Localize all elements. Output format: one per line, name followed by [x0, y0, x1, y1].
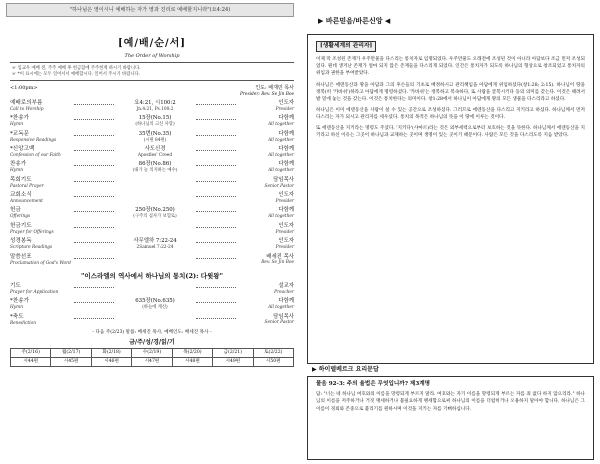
- item-detail: [116, 146, 194, 158]
- leader-dots: [74, 238, 114, 243]
- item-detail-en: Jn.4:21, Ps.100:2: [136, 106, 174, 112]
- leader-dots: [74, 283, 114, 288]
- item-leader: [238, 283, 294, 295]
- item-leader-en: Rev. Se Jin Boe: [261, 260, 294, 266]
- item-leader-en: Senior Pastor: [264, 320, 294, 326]
- bible-reading-cell: 시50편: [253, 357, 293, 366]
- bible-reading-cell: 시44편: [11, 357, 51, 366]
- item-detail-en: 2Samuel 7:22-24: [136, 244, 174, 250]
- item-leader-ko: 다함께: [278, 161, 294, 168]
- leader-dots: [74, 223, 114, 228]
- article-title: [생활세계의 관리자]: [316, 41, 376, 52]
- item-name: [10, 298, 72, 310]
- scripture-banner: "하나님은 영이시니 예배하는 자가 영과 진리로 예배할지니라"(요4:24): [6, 3, 294, 17]
- item-detail: [116, 100, 194, 112]
- order-item: [10, 283, 294, 295]
- bible-reading-table: [10, 348, 294, 366]
- item-name-ko: *찬송가: [10, 115, 30, 122]
- item-name-ko: 예배로의부름: [10, 100, 43, 107]
- item-detail-en: Apostles' Creed: [137, 152, 173, 158]
- item-leader-ko: 인도자: [278, 192, 294, 199]
- leader-dots: [74, 100, 114, 105]
- item-name: [10, 238, 72, 250]
- leader-dots: [196, 177, 236, 182]
- item-leader-ko: 담임목사: [273, 176, 294, 183]
- catechism-header: ▶ 하이델베르크 요리문답: [312, 366, 379, 373]
- leader-dots: [196, 146, 236, 151]
- order-item: [10, 192, 294, 204]
- order-item: [10, 238, 294, 250]
- item-leader-ko: 다함께: [278, 130, 294, 137]
- item-name-ko: *찬송가: [10, 298, 30, 305]
- faith-article: [307, 34, 594, 364]
- catechism-question: 물음 92-3: 주의 율법은 무엇입니까? 제3계명: [316, 381, 431, 387]
- item-leader: [238, 223, 294, 235]
- article-paragraph: 이제 막 조성된 존재가 우주만물을 다스리는 통치자로 임명되었다. 우주만물도 오래전에 조성된 것이 아니라 아담보다 조금 먼저 조성되었다. 뭔데 생겨난 존재가 얼마 되지 않은 존재들을 다스리게 되었다. 인간은 통치자가 되도록 하나님의 형상으로 창조되었고 통치자의 위임과 권한을 부여받았다.: [316, 57, 585, 77]
- item-leader: [238, 238, 294, 250]
- order-item: [10, 146, 294, 158]
- item-name: [10, 223, 72, 235]
- item-name: [10, 100, 72, 112]
- article-paragraph: 또 에덴동산을 지키라는 명령도 주셨다. '지키다'(샤마르)라는 것은 외부세력으로부터 보호하는 것을 뜻한다. 하나님께서 에덴동산을 지키라고 하신 이유는 그곳이 하나님과 교제하는 곳이며 생명이 있는 곳이기 때문이다. 사람은 모든 것을 다스리도록 지음 받았다.: [316, 126, 585, 139]
- bible-day-cell: 주(2/16): [11, 349, 51, 358]
- leader-dots: [74, 131, 114, 136]
- faith-header: ▶ 바른믿음/바른신앙 ◀: [318, 16, 391, 25]
- bible-reading-title: 금/주/성/경/읽/기: [129, 338, 175, 346]
- worship-order: [10, 38, 294, 367]
- item-leader-ko: 설교자: [278, 282, 294, 289]
- article-paragraph: 하나님은 에덴동산과 땅을 아담과 그의 후손들의 기초로 배정하시고 관리책임을 아담에게 위임하셨다(창1:28; 2:15). 하나님이 땅을 정복(히 '카바쉬')하라고 아담에게 명령하셨다. '카바쉬'는 정복하고 복속하다, 또 사람을 굴복시키다 등의 의미를 갖는다. 이것은 때려서 발 밑에 놓는 것을 갖는다. 이것은 통치한다는 의미이다. 창1:28에서 하나님이 아담에게 땅의 모든 생물을 다스리라고 하셨다.: [316, 82, 585, 102]
- item-name-en: Hymn: [10, 305, 24, 311]
- item-leader: [238, 298, 294, 310]
- item-name: [10, 207, 72, 219]
- bible-days-row: [11, 349, 294, 358]
- item-name-en: Scripture Readings: [10, 245, 53, 251]
- item-leader-en: Presider: [275, 229, 294, 235]
- service-time: <1:00pm>: [10, 85, 38, 92]
- item-leader: [238, 254, 294, 266]
- catechism-box: [307, 376, 594, 460]
- item-name-ko: 목회기도: [10, 176, 32, 183]
- bible-day-cell: 화(2/18): [91, 349, 131, 358]
- item-name-ko: *축도: [10, 313, 24, 320]
- leader-dots: [74, 161, 114, 166]
- presider-ko: 인도: 배재민 목사: [255, 85, 294, 92]
- item-detail-ko: 86장(No.86): [138, 161, 172, 168]
- next-week-note: - 다음 주(2/23) 말씀: 배세진 목사, 예배인도: 배세진 목사 -: [92, 330, 212, 336]
- leader-dots: [74, 314, 114, 319]
- item-name-en: Proclamation of God's Word: [10, 260, 71, 266]
- item-leader-en: Presider: [275, 106, 294, 112]
- item-detail: [116, 131, 194, 143]
- leader-dots: [74, 207, 114, 212]
- order-item: [10, 131, 294, 143]
- item-detail: [116, 298, 194, 310]
- item-leader: [238, 161, 294, 173]
- divider: [10, 62, 294, 63]
- leader-dots: [196, 298, 236, 303]
- bible-readings-row: [11, 357, 294, 366]
- leader-dots: [196, 238, 236, 243]
- item-leader: [238, 192, 294, 204]
- item-name-ko: 찬송가: [10, 161, 27, 168]
- order-item: [10, 254, 294, 266]
- item-name-en: Announcement: [10, 199, 43, 205]
- item-leader-en: Presider: [275, 244, 294, 250]
- order-items: [10, 100, 294, 266]
- order-items-after-sermon: [10, 283, 294, 326]
- leader-dots: [196, 131, 236, 136]
- item-name-en: Call to Worship: [10, 107, 44, 113]
- item-name-en: Offerings: [10, 214, 31, 220]
- note-1: ☞ 입교우 예배 전, 주주 예배 후 헌금함에 주주헌계 하시기 바랍니다.: [12, 65, 141, 71]
- item-leader-ko: 인도자: [278, 100, 294, 107]
- item-leader-ko: 인도자: [278, 222, 294, 229]
- order-item: [10, 298, 294, 310]
- leader-dots: [196, 223, 236, 228]
- item-name-ko: 헌금: [10, 207, 21, 214]
- order-item: [10, 115, 294, 127]
- leader-dots: [74, 192, 114, 197]
- item-leader-en: All together: [268, 152, 294, 158]
- service-time-row: [10, 85, 294, 97]
- item-detail: [116, 238, 194, 250]
- item-leader: [238, 100, 294, 112]
- item-detail-en: (시편 84편): [143, 137, 167, 143]
- divider: [10, 80, 294, 81]
- leader-dots: [74, 115, 114, 120]
- leader-dots: [196, 283, 236, 288]
- bible-day-cell: 토(2/22): [253, 349, 293, 358]
- order-item: [10, 100, 294, 112]
- item-name-ko: *교독문: [10, 130, 30, 137]
- leader-dots: [196, 207, 236, 212]
- item-detail-en: (하늘에 계신): [142, 305, 168, 311]
- item-detail-ko: 250장(No.250): [135, 207, 175, 214]
- item-name-en: Hymn: [10, 168, 24, 174]
- leader-dots: [196, 254, 236, 259]
- leader-dots: [196, 161, 236, 166]
- item-name-ko: 기도: [10, 282, 21, 289]
- leader-dots: [196, 192, 236, 197]
- item-leader-en: All together: [268, 168, 294, 174]
- item-name: [10, 131, 72, 143]
- item-leader-ko: 다함께: [278, 207, 294, 214]
- item-leader: [238, 207, 294, 219]
- item-detail-ko: 635장(No.635): [135, 298, 175, 305]
- item-leader-ko: 담임목사: [273, 313, 294, 320]
- item-leader: [238, 314, 294, 326]
- item-detail: [116, 161, 194, 173]
- item-name-ko: *신앙고백: [10, 146, 35, 153]
- item-leader-en: Presider: [275, 198, 294, 204]
- bible-reading-cell: 시48편: [172, 357, 212, 366]
- item-leader-en: All together: [268, 305, 294, 311]
- bible-day-cell: 목(2/20): [172, 349, 212, 358]
- presider-en: Presider: Rev. Se Jin Boe: [239, 91, 294, 97]
- item-detail-ko: 15장(No.15): [138, 115, 172, 122]
- item-name: [10, 115, 72, 127]
- bible-reading-cell: 시49편: [213, 357, 253, 366]
- item-leader-en: Preacher: [274, 289, 294, 295]
- item-detail-ko: 요4:21, 시100:2: [134, 100, 176, 107]
- order-item: [10, 161, 294, 173]
- bible-reading-cell: 시47편: [132, 357, 172, 366]
- worship-notes: [10, 66, 294, 78]
- bible-day-cell: 금(2/21): [213, 349, 253, 358]
- item-name: [10, 314, 72, 326]
- item-name-en: Confession of our Faith: [10, 153, 61, 159]
- item-leader-ko: 배세진 목사: [266, 253, 294, 260]
- item-name-en: Hymn: [10, 122, 24, 128]
- bible-reading-cell: 시45편: [51, 357, 91, 366]
- item-detail-en: (구주의 십자가 보혈로): [133, 214, 177, 220]
- worship-title: [예/배/순/서]: [117, 38, 187, 49]
- item-name: [10, 254, 72, 266]
- item-leader: [238, 177, 294, 189]
- item-name: [10, 177, 72, 189]
- order-item: [10, 207, 294, 219]
- item-detail-ko: 사무엘하 7:22-24: [133, 238, 177, 245]
- article-paragraph: 하나님은 이미 에덴동산을 사람이 살 수 있는 공간으로 조성하셨다. 그러므로 에덴동산을 다스리고 지키라고 하셨다. 하나님께서 먼저 다스리는 자가 되시고 관리자를 세우셨다. 통치의 목적은 하나님의 뜻을 이 땅에 이루는 것이다.: [316, 107, 585, 120]
- leader-dots: [196, 314, 236, 319]
- leader-dots: [196, 100, 236, 105]
- leader-dots: [74, 298, 114, 303]
- item-leader-ko: 다함께: [278, 146, 294, 153]
- item-detail-en: (내가 늘 의지하는 예수): [132, 168, 178, 174]
- leader-dots: [74, 146, 114, 151]
- item-name: [10, 161, 72, 173]
- item-leader-en: All together: [268, 137, 294, 143]
- note-2: ☞ *이 표시에는 모두 일어서서 예배합시다. 일어서 주시기 바랍니다.: [12, 72, 141, 78]
- item-leader: [238, 131, 294, 143]
- order-item: [10, 314, 294, 326]
- bible-day-cell: 월(2/17): [51, 349, 91, 358]
- item-detail-ko: 사도신경: [144, 146, 166, 153]
- leader-dots: [74, 254, 114, 259]
- item-leader-ko: 인도자: [278, 238, 294, 245]
- item-detail: [116, 115, 194, 127]
- item-leader-ko: 다함께: [278, 115, 294, 122]
- item-name-en: Pastoral Prayer: [10, 183, 44, 189]
- order-item: [10, 223, 294, 235]
- item-name-en: Prayer for Application: [10, 289, 59, 295]
- item-leader-en: Senior Pastor: [264, 183, 294, 189]
- item-name-ko: 교회소식: [10, 192, 32, 199]
- item-detail-en: (하나님의 크신 사랑): [135, 122, 175, 128]
- item-leader: [238, 115, 294, 127]
- worship-subtitle: The Order of Worship: [124, 52, 180, 59]
- item-name: [10, 192, 72, 204]
- item-leader-en: All together: [268, 122, 294, 128]
- item-name-ko: 성경봉독: [10, 238, 32, 245]
- item-name-en: Responsive Readings: [10, 137, 57, 143]
- item-leader: [238, 146, 294, 158]
- item-name-en: Prayer for Offerings: [10, 229, 54, 235]
- leader-dots: [196, 115, 236, 120]
- item-detail-ko: 35번(No.35): [138, 130, 172, 137]
- bible-reading-cell: 시46편: [91, 357, 131, 366]
- item-detail: [116, 207, 194, 219]
- sermon-title: "이스라엘의 역사에서 하나님의 통치(2): 다윗왕": [81, 271, 223, 280]
- item-name: [10, 283, 72, 295]
- catechism-answer: 답: "너는 네 하나님 여호와의 이름을 망령되게 부르지 말라. 여호와는 자기 이름을 망령되게 부르는 자를 죄 없다 하지 않으리라." 하나님의 이름을 저주하거나 거짓 맹세하거나 불필요하게 맹세함으로써 하나님의 이름을 더럽히거나 오용하지 말아야 합니다. 하나님은 그 이름이 경외와 존중으로 불리기를 원하시며 이것을 지키는 자를 기뻐하십니다.: [316, 391, 585, 412]
- item-name-en: Benediction: [10, 320, 36, 326]
- leader-dots: [74, 177, 114, 182]
- item-leader-ko: 다함께: [278, 298, 294, 305]
- item-leader-en: All together: [268, 214, 294, 220]
- item-name-ko: 말씀선포: [10, 253, 32, 260]
- bible-day-cell: 수(2/19): [132, 349, 172, 358]
- order-item: [10, 177, 294, 189]
- item-name: [10, 146, 72, 158]
- item-name-ko: 헌금기도: [10, 222, 32, 229]
